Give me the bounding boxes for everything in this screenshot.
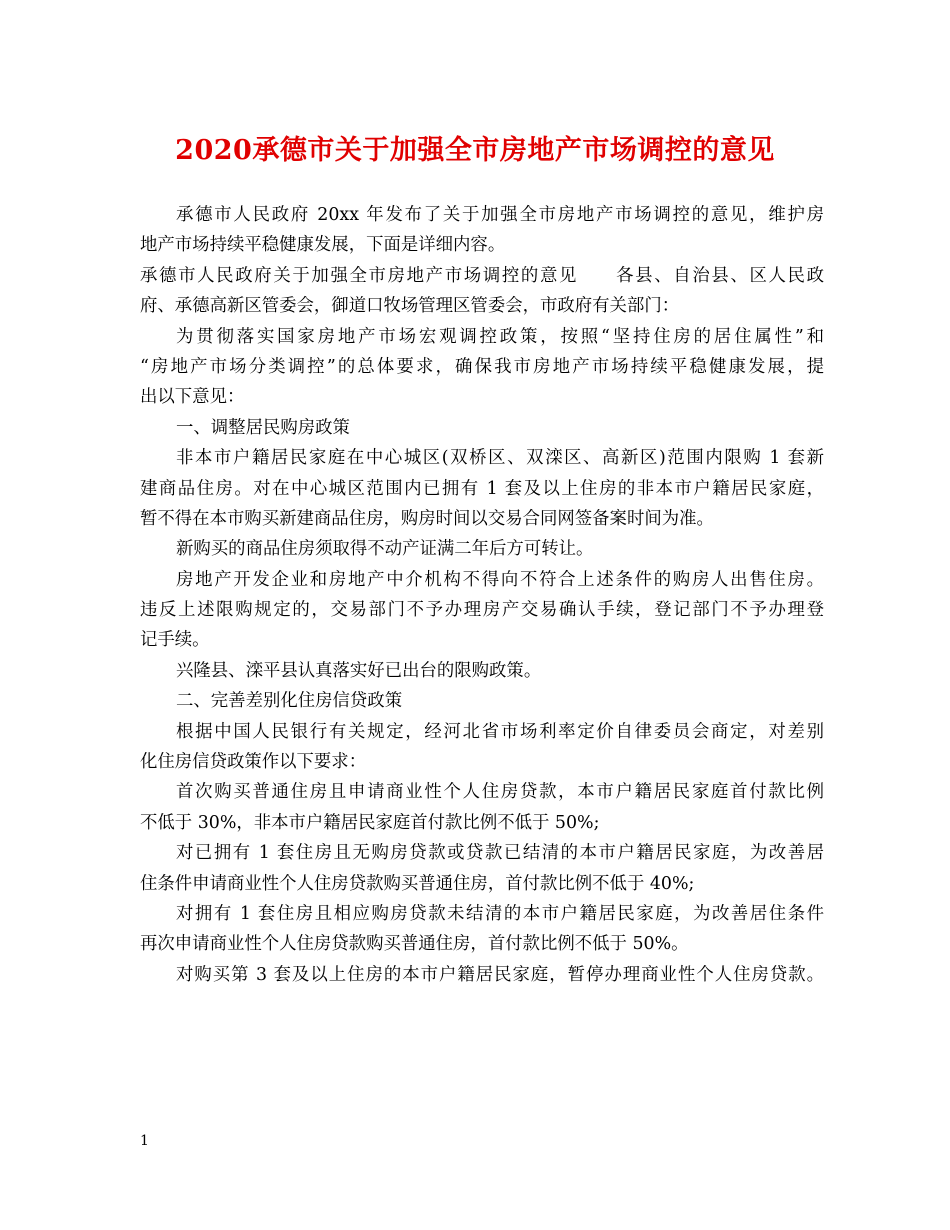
body-line: 根据中国人民银行有关规定，经河北省市场利率定价自律委员会商定，对差别	[176, 721, 824, 742]
body-line: 一、调整居民购房政策	[176, 417, 350, 438]
body-line: 为贯彻落实国家房地产市场宏观调控政策，按照“坚持住房的居住属性”和	[176, 326, 824, 347]
body-line: 记手续。	[140, 630, 210, 651]
body-line: 暂不得在本市购买新建商品住房，购房时间以交易合同网签备案时间为准。	[140, 508, 714, 529]
body-line: 化住房信贷政策作以下要求：	[140, 752, 367, 773]
body-line: 房地产开发企业和房地产中介机构不得向不符合上述条件的购房人出售住房。	[176, 569, 824, 590]
page-number: 1	[140, 1133, 149, 1149]
body-line: 新购买的商品住房须取得不动产证满二年后方可转让。	[176, 539, 594, 560]
body-line: 府、承德高新区管委会，御道口牧场管理区管委会，市政府有关部门：	[140, 296, 680, 317]
body-line: 承德市人民政府关于加强全市房地产市场调控的意见 各县、自治县、区人民政	[140, 265, 824, 286]
body-line: 承德市人民政府 20xx 年发布了关于加强全市房地产市场调控的意见，维护房	[176, 205, 824, 225]
body-line: 建商品住房。对在中心城区范围内已拥有 1 套及以上住房的非本市户籍居民家庭，	[140, 478, 824, 499]
body-line: 对拥有 1 套住房且相应购房贷款未结清的本市户籍居民家庭，为改善居住条件	[176, 903, 824, 924]
body-line: 出以下意见：	[140, 387, 245, 408]
body-line: 违反上述限购规定的，交易部门不予办理房产交易确认手续，登记部门不予办理登	[140, 600, 824, 621]
document-title: 2020承德市关于加强全市房地产市场调控的意见	[175, 135, 775, 166]
body-line: 二、完善差别化住房信贷政策	[176, 691, 403, 712]
body-line: 兴隆县、滦平县认真落实好已出台的限购政策。	[176, 660, 542, 681]
body-line: 不低于 30%，非本市户籍居民家庭首付款比例不低于 50%;	[140, 812, 600, 833]
body-line: “房地产市场分类调控”的总体要求，确保我市房地产市场持续平稳健康发展，提	[140, 356, 824, 377]
body-line: 再次申请商业性个人住房贷款购买普通住房，首付款比例不低于 50%。	[140, 934, 689, 955]
body-line: 对已拥有 1 套住房且无购房贷款或贷款已结清的本市户籍居民家庭，为改善居	[176, 843, 824, 864]
body-line: 住条件申请商业性个人住房贷款购买普通住房，首付款比例不低于 40%;	[140, 873, 695, 894]
body-line: 对购买第 3 套及以上住房的本市户籍居民家庭，暂停办理商业性个人住房贷款。	[176, 964, 824, 985]
body-line: 首次购买普通住房且申请商业性个人住房贷款，本市户籍居民家庭首付款比例	[176, 782, 824, 803]
document-body	[140, 200, 824, 990]
body-line: 非本市户籍居民家庭在中心城区(双桥区、双滦区、高新区)范围内限购 1 套新	[176, 448, 824, 469]
body-line: 地产市场持续平稳健康发展，下面是详细内容。	[140, 235, 506, 256]
